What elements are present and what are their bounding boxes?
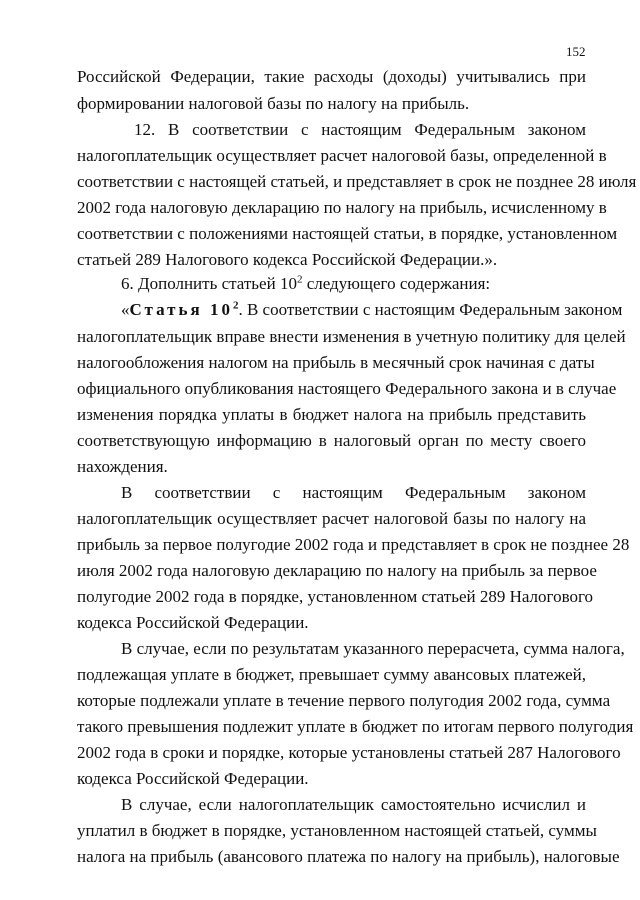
- amendment-text: 6. Дополнить статьей 10: [121, 274, 297, 293]
- text-line: налогообложения налогом на прибыль в месячный срок начиная с даты: [77, 353, 595, 372]
- text-line: соответствии с настоящей статьей, и представляет в срок не позднее 28 июля: [77, 172, 637, 191]
- paragraph-start: В соответствии с настоящим Федеральным законом: [121, 483, 586, 502]
- text-line: кодекса Российской Федерации.: [77, 613, 309, 632]
- page-number: 152: [566, 44, 586, 59]
- superscript: 2: [232, 299, 239, 312]
- amendment-text-tail: следующего содержания:: [302, 274, 491, 293]
- open-quote: «: [121, 300, 130, 319]
- text-line: налогоплательщик осуществляет расчет налоговой базы, определенной в: [77, 146, 607, 165]
- text-line: изменения порядка уплаты в бюджет налога на прибыль представить: [77, 405, 586, 424]
- paragraph-12-start: 12. В соответствии с настоящим Федеральным законом: [134, 120, 586, 139]
- text-line: соответствующую информацию в налоговый орган по месту своего: [77, 431, 586, 450]
- text-line: соответствии с положениями настоящей статьи, в порядке, установленном: [77, 224, 618, 243]
- amendment-heading: [121, 274, 586, 294]
- text-line: полугодие 2002 года в порядке, установленном статьей 289 Налогового: [77, 587, 594, 606]
- article-heading-line: [121, 299, 623, 320]
- text-line: налога на прибыль (авансового платежа по налогу на прибыль), налоговые: [77, 847, 620, 866]
- paragraph-start: В случае, если налогоплательщик самостоятельно исчислил и: [121, 795, 586, 814]
- text-line: официального опубликования настоящего Федерального закона и в случае: [77, 379, 617, 398]
- text-line: кодекса Российской Федерации.: [77, 769, 309, 788]
- text-line: налогоплательщик осуществляет расчет налоговой базы по налогу на: [77, 509, 586, 528]
- text-line: Российской Федерации, такие расходы (доходы) учитывались при: [77, 67, 586, 86]
- text-line: уплатил в бюджет в порядке, установленном настоящей статьей, суммы: [77, 821, 597, 840]
- text-line: такого превышения подлежит уплате в бюджет по итогам первого полугодия: [77, 717, 634, 736]
- article-heading-tail: . В соответствии с настоящим Федеральным законом: [238, 300, 623, 319]
- text-line: подлежащая уплате в бюджет, превышает сумму авансовых платежей,: [77, 665, 586, 684]
- text-line: прибыль за первое полугодие 2002 года и представляет в срок не позднее 28: [77, 535, 630, 554]
- text-line: статьей 289 Налогового кодекса Российской Федерации.».: [77, 250, 498, 269]
- text-line: которые подлежали уплате в течение первого полугодия 2002 года, сумма: [77, 691, 611, 710]
- text-line: нахождения.: [77, 457, 168, 476]
- text-line: июля 2002 года налоговую декларацию по налогу на прибыль за первое: [77, 561, 597, 580]
- text-line: формировании налоговой базы по налогу на прибыль.: [77, 94, 470, 113]
- article-title: Статья 10: [129, 300, 233, 319]
- superscript: 2: [296, 273, 303, 286]
- text-line: 2002 года налоговую декларацию по налогу на прибыль, исчисленному в: [77, 198, 607, 217]
- text-line: налогоплательщик вправе внести изменения в учетную политику для целей: [77, 327, 626, 346]
- text-line: 2002 года в сроки и порядке, которые установлены статьей 287 Налогового: [77, 743, 621, 762]
- paragraph-start: В случае, если по результатам указанного перерасчета, сумма налога,: [121, 639, 625, 658]
